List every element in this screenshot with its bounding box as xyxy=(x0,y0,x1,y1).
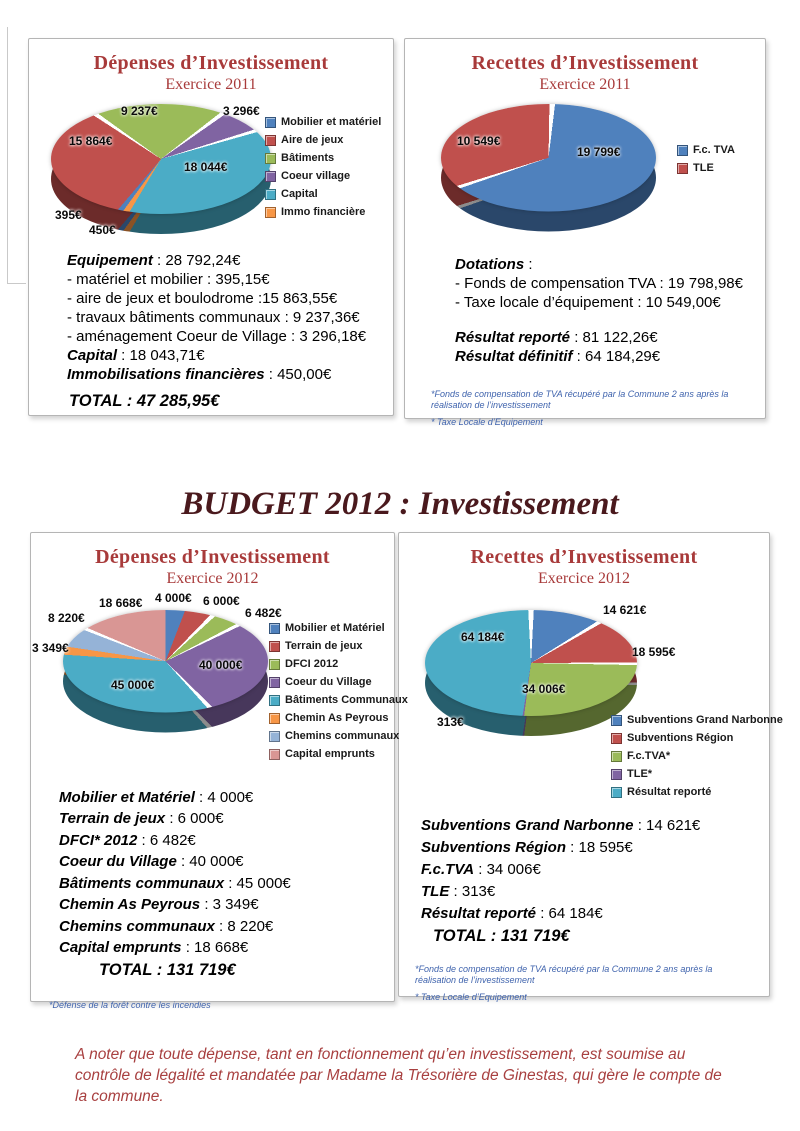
legend-item xyxy=(269,622,408,634)
revenue-2011-panel xyxy=(404,38,766,427)
detail-line xyxy=(455,256,757,273)
details-list xyxy=(31,776,394,980)
detail-value: - aménagement Coeur de Village : 3 296,18€ xyxy=(67,328,367,345)
detail-label: Résultat reporté xyxy=(421,905,537,922)
legend-color-swatch xyxy=(269,677,280,688)
legend-label: Bâtiments Communaux xyxy=(285,694,408,706)
detail-value: - travaux bâtiments communaux : 9 237,36€ xyxy=(67,309,360,326)
chart-legend xyxy=(265,116,381,224)
panel-title: Recettes d’Investissement xyxy=(470,546,698,568)
detail-label: Mobilier et Matériel xyxy=(59,788,195,806)
detail-line xyxy=(421,861,761,878)
detail-value: : 28 792,24€ xyxy=(152,252,241,269)
detail-value: : 6 482€ xyxy=(137,831,196,849)
chart-legend xyxy=(677,144,735,180)
slice-label: 15 864€ xyxy=(69,134,113,148)
expenses-2012-panel xyxy=(30,532,408,1010)
detail-label: Subventions Région xyxy=(421,839,567,856)
legend-item xyxy=(611,750,783,762)
detail-value: : 40 000€ xyxy=(176,853,244,870)
page-edge-artifact xyxy=(7,27,26,284)
legend-label: TLE xyxy=(693,162,714,174)
slice-label: 45 000€ xyxy=(111,678,155,692)
detail-value: : 313€ xyxy=(449,883,496,900)
details-list xyxy=(29,244,393,411)
pie-chart-expenses-2012 xyxy=(31,590,408,776)
legend-item xyxy=(269,730,408,742)
slice-label: 40 000€ xyxy=(199,658,243,672)
legend-label: Capital emprunts xyxy=(285,748,375,760)
detail-label: Dotations xyxy=(455,256,525,273)
pie-chart-revenue-2011 xyxy=(405,96,765,246)
detail-line xyxy=(421,817,761,834)
detail-value: : 18 668€ xyxy=(181,939,249,956)
detail-label: Subventions Grand Narbonne xyxy=(421,817,634,834)
detail-line xyxy=(67,290,385,307)
legend-label: Bâtiments xyxy=(281,152,335,164)
pie-3d-face xyxy=(441,104,656,212)
detail-line xyxy=(59,853,386,870)
legend-item xyxy=(269,712,408,724)
detail-value: : 18 043,71€ xyxy=(117,347,205,364)
detail-value: : 81 122,26€ xyxy=(570,329,658,346)
detail-value: : 6 000€ xyxy=(165,810,224,827)
detail-value: - Taxe locale d’équipement : 10 549,00€ xyxy=(455,294,721,311)
detail-label: Résultat définitif xyxy=(455,348,573,365)
legend-color-swatch xyxy=(269,623,280,634)
detail-value: : 18 595€ xyxy=(566,839,633,856)
legend-color-swatch xyxy=(611,733,622,744)
slice-label: 450€ xyxy=(89,223,116,237)
detail-line xyxy=(67,328,385,345)
legend-item xyxy=(611,714,783,726)
pie-chart-expenses-2011 xyxy=(29,96,393,244)
legend-label: Coeur du Village xyxy=(285,676,372,688)
detail-line xyxy=(455,329,757,346)
legend-color-swatch xyxy=(269,713,280,724)
details-list xyxy=(405,246,765,365)
legend-item xyxy=(265,188,381,200)
legend-color-swatch xyxy=(611,751,622,762)
total-line xyxy=(69,392,385,411)
legend-item xyxy=(265,206,381,218)
footer-note: A noter que toute dépense, tant en fonctionnement qu’en investissement, est soumise au contrôle de légalité et mandatée par Madame la Trésorière de Ginestas, qui gère le compte de la commune. xyxy=(75,1045,722,1106)
legend-color-swatch xyxy=(269,731,280,742)
legend-item xyxy=(269,676,408,688)
detail-label: Capital xyxy=(67,347,118,364)
detail-label: Chemins communaux xyxy=(59,917,215,935)
panel-subtitle: Exercice 2011 xyxy=(539,76,631,93)
legend-label: Coeur village xyxy=(281,170,351,182)
panel-title: Dépenses d’Investissement xyxy=(95,546,330,568)
legend-item xyxy=(269,694,408,706)
detail-line xyxy=(59,832,386,849)
detail-line xyxy=(59,896,386,913)
detail-label: DFCI* 2012 xyxy=(59,831,138,849)
legend-color-swatch xyxy=(269,641,280,652)
legend-color-swatch xyxy=(265,207,276,218)
legend-item xyxy=(265,134,381,146)
detail-value: : 45 000€ xyxy=(224,874,291,892)
detail-value: : 450,00€ xyxy=(264,366,332,383)
detail-line xyxy=(67,271,385,288)
slice-label: 64 184€ xyxy=(461,630,505,644)
detail-value: : 64 184,29€ xyxy=(572,348,661,365)
panel-title: Dépenses d’Investissement xyxy=(93,52,329,74)
legend-label: F.c. TVA xyxy=(693,144,735,156)
detail-value: - matériel et mobilier : 395,15€ xyxy=(67,271,270,288)
legend-color-swatch xyxy=(611,787,622,798)
legend-color-swatch xyxy=(265,117,276,128)
chart-legend xyxy=(269,622,408,766)
footnotes xyxy=(31,988,394,1011)
footnotes xyxy=(405,373,741,428)
detail-line xyxy=(455,294,757,311)
slice-label: 4 000€ xyxy=(155,591,192,605)
detail-line xyxy=(59,918,386,935)
legend-label: Immo financière xyxy=(281,206,366,218)
legend-label: Mobilier et matériel xyxy=(281,116,382,128)
slice-label: 9 237€ xyxy=(121,104,158,118)
detail-label: TOTAL : 131 719€ xyxy=(433,927,570,945)
total-line xyxy=(99,961,386,980)
legend-label: Subventions Grand Narbonne xyxy=(627,714,783,726)
detail-label: Chemin As Peyrous xyxy=(59,896,201,913)
legend-color-swatch xyxy=(265,153,276,164)
legend-item xyxy=(611,768,783,780)
legend-label: Terrain de jeux xyxy=(285,640,363,652)
legend-color-swatch xyxy=(611,769,622,780)
panel-subtitle: Exercice 2011 xyxy=(165,76,257,93)
detail-label: Coeur du Village xyxy=(59,853,177,870)
detail-line xyxy=(67,347,385,364)
legend-item xyxy=(269,640,408,652)
detail-label: TOTAL : 131 719€ xyxy=(99,960,236,979)
slice-label: 3 349€ xyxy=(32,641,69,655)
detail-label: Bâtiments communaux xyxy=(59,874,225,892)
chart-legend xyxy=(611,714,783,804)
detail-label: Terrain de jeux xyxy=(59,810,166,827)
pie-3d-face xyxy=(425,610,637,716)
detail-value: : 8 220€ xyxy=(214,917,274,935)
slice-label: 18 668€ xyxy=(99,596,143,610)
legend-color-swatch xyxy=(677,163,688,174)
detail-label: Immobilisations financières xyxy=(67,366,265,383)
slice-label: 395€ xyxy=(55,208,82,222)
detail-line xyxy=(455,275,757,292)
details-list xyxy=(399,802,769,946)
revenue-2012-panel xyxy=(398,532,783,1002)
legend-color-swatch xyxy=(265,189,276,200)
legend-label: Mobilier et Matériel xyxy=(285,622,385,634)
legend-item xyxy=(269,748,408,760)
slice-label: 8 220€ xyxy=(48,611,85,625)
legend-item xyxy=(611,786,783,798)
footnote: *Fonds de compensation de TVA récupéré par la Commune 2 ans après la réalisation de l’investissement xyxy=(431,389,729,411)
legend-color-swatch xyxy=(265,135,276,146)
detail-line xyxy=(455,313,757,327)
legend-color-swatch xyxy=(265,171,276,182)
panel-subtitle: Exercice 2012 xyxy=(538,570,630,587)
footnotes xyxy=(399,954,735,1003)
detail-line xyxy=(59,939,386,956)
legend-label: Subventions Région xyxy=(627,732,734,744)
detail-line xyxy=(455,348,757,365)
detail-line xyxy=(59,810,386,827)
footnote: *Défense de la forêt contre les incendies xyxy=(49,999,211,1010)
detail-value: : 3 349€ xyxy=(200,896,259,913)
total-line xyxy=(433,927,761,946)
detail-line xyxy=(59,875,386,892)
legend-item xyxy=(269,658,408,670)
slice-label: 19 799€ xyxy=(577,145,621,159)
budget-2012-title: BUDGET 2012 : Investissement xyxy=(181,486,619,523)
footnote: *Fonds de compensation de TVA récupéré par la Commune 2 ans après la réalisation de l’investissement xyxy=(415,964,713,986)
slice-label: 6 482€ xyxy=(245,606,282,620)
legend-label: F.c.TVA* xyxy=(627,750,671,762)
legend-label: Aire de jeux xyxy=(281,134,344,146)
detail-line xyxy=(67,252,385,269)
legend-label: TLE* xyxy=(627,768,653,780)
legend-label: DFCI 2012 xyxy=(285,658,339,670)
slice-label: 10 549€ xyxy=(457,134,501,148)
detail-label: Capital emprunts xyxy=(59,939,182,956)
footnote: * Taxe Locale d’Equipement xyxy=(415,991,527,1002)
legend-label: Chemins communaux xyxy=(285,730,400,742)
legend-item xyxy=(265,152,381,164)
detail-label: Equipement xyxy=(67,252,153,269)
detail-label: TOTAL : 47 285,95€ xyxy=(69,392,220,410)
detail-line xyxy=(67,309,385,326)
footnote: * Taxe Locale d’Equipement xyxy=(431,416,543,427)
detail-line xyxy=(421,883,761,900)
panel-title: Recettes d’Investissement xyxy=(471,52,699,74)
pie-3d-face xyxy=(51,104,271,214)
detail-label: Résultat reporté xyxy=(455,329,571,346)
slice-label: 6 000€ xyxy=(203,594,240,608)
legend-label: Résultat reporté xyxy=(627,786,712,798)
detail-value: : 14 621€ xyxy=(633,817,701,834)
slice-label: 18 044€ xyxy=(184,160,228,174)
detail-line xyxy=(421,839,761,856)
legend-item xyxy=(677,162,735,174)
legend-color-swatch xyxy=(269,659,280,670)
pie-chart-revenue-2012 xyxy=(399,590,783,802)
detail-value: - aire de jeux et boulodrome :15 863,55€ xyxy=(67,290,338,307)
slice-label: 14 621€ xyxy=(603,603,647,617)
detail-value: : 4 000€ xyxy=(194,788,254,806)
expenses-2011-panel xyxy=(28,38,394,416)
legend-label: Chemin As Peyrous xyxy=(285,712,389,724)
legend-label: Capital xyxy=(281,188,318,200)
detail-line xyxy=(421,905,761,922)
panel-subtitle: Exercice 2012 xyxy=(166,570,259,587)
slice-label: 34 006€ xyxy=(522,682,566,696)
legend-color-swatch xyxy=(269,749,280,760)
legend-color-swatch xyxy=(611,715,622,726)
detail-value: : 64 184€ xyxy=(536,905,603,922)
legend-item xyxy=(677,144,735,156)
slice-label: 3 296€ xyxy=(223,104,260,118)
detail-line xyxy=(59,789,386,806)
detail-label: TLE xyxy=(421,883,450,900)
detail-value: - Fonds de compensation TVA : 19 798,98€ xyxy=(455,275,743,292)
detail-value: : xyxy=(524,256,533,273)
detail-label: F.c.TVA xyxy=(421,861,475,878)
detail-line xyxy=(67,366,385,383)
legend-color-swatch xyxy=(269,695,280,706)
slice-label: 313€ xyxy=(437,715,464,729)
detail-value: : 34 006€ xyxy=(474,861,541,878)
slice-label: 18 595€ xyxy=(632,645,676,659)
legend-item xyxy=(265,170,381,182)
legend-item xyxy=(611,732,783,744)
legend-item xyxy=(265,116,381,128)
legend-color-swatch xyxy=(677,145,688,156)
